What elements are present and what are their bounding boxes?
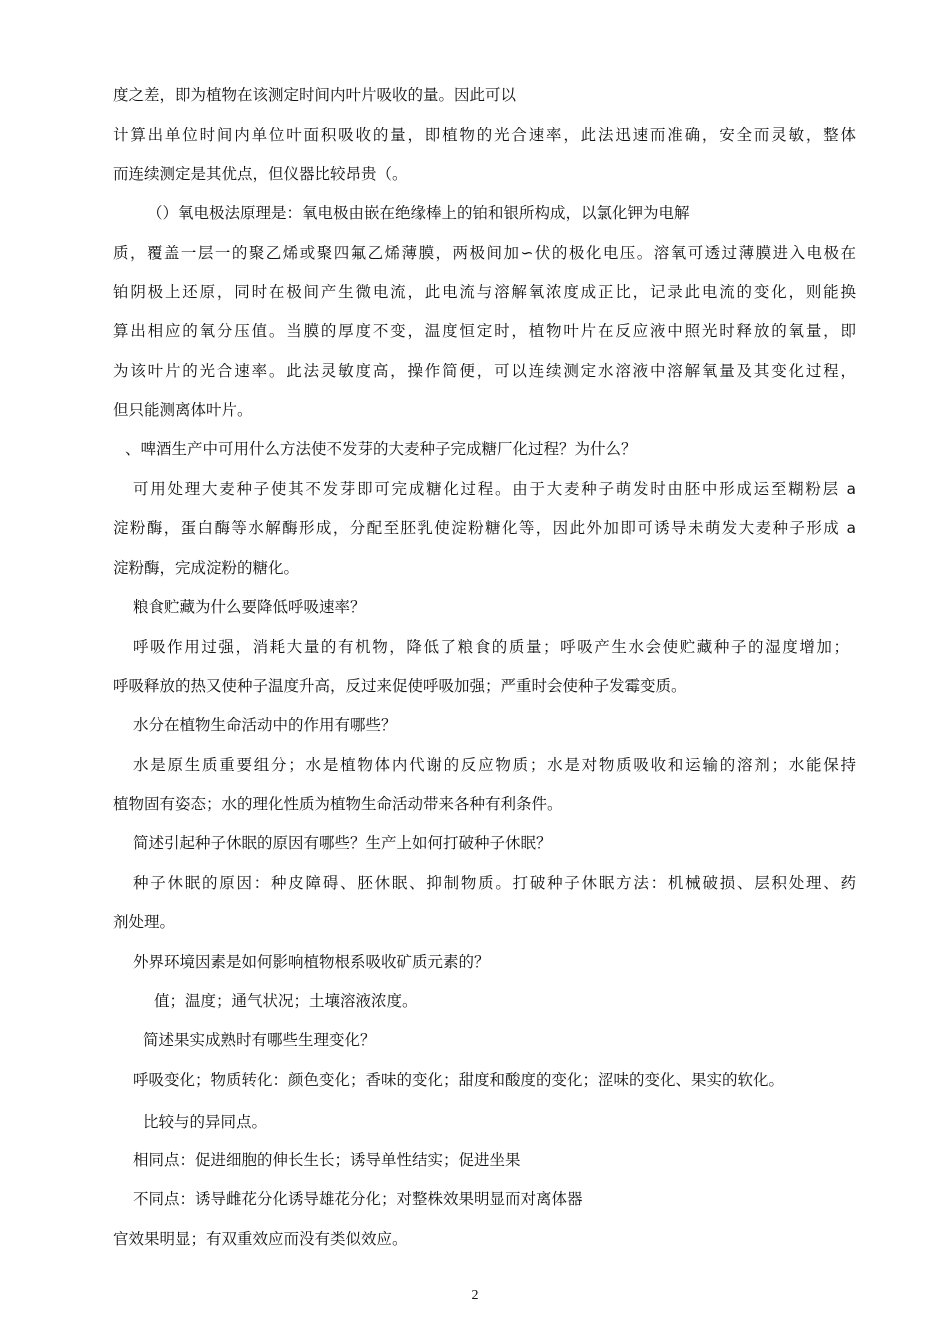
text-line: 淀粉酶，完成淀粉的糖化。 [113,559,300,577]
text-line: 可用处理大麦种子使其不发芽即可完成糖化过程。由于大麦种子萌发时由胚中形成运至糊粉层 a [133,480,856,498]
question-heading: 外界环境因素是如何影响植物根系吸收矿质元素的？ [133,953,490,971]
text-line: 呼吸作用过强，消耗大量的有机物，降低了粮食的质量；呼吸产生水会使贮藏种子的湿度增加； [133,638,849,656]
text-line: 计算出单位时间内单位叶面积吸收的量，即植物的光合速率，此法迅速而准确，安全而灵敏，整体 [113,126,856,144]
text-line: 度之差，即为植物在该测定时间内叶片吸收的量。因此可以 [113,86,517,104]
page-number: 2 [471,1288,479,1303]
text-line: 算出相应的氧分压值。当膜的厚度不变，温度恒定时，植物叶片在反应液中照光时释放的氧量，即 [113,322,856,340]
text-line: 铂阴极上还原，同时在极间产生微电流，此电流与溶解氧浓度成正比，记录此电流的变化，则能换 [113,283,856,301]
text-line: （）氧电极法原理是：氧电极由嵌在绝缘棒上的铂和银所构成，以氯化钾为电解 [147,204,690,222]
text-line: 质，覆盖一层一的聚乙烯或聚四氟乙烯薄膜，两极间加∽伏的极化电压。溶氧可透过薄膜进入电极在 [113,244,856,262]
text-line: 值；温度；通气状况；土壤溶液浓度。 [154,992,418,1010]
text-line: 官效果明显；有双重效应而没有类似效应。 [113,1230,408,1248]
text-line: 植物固有姿态；水的理化性质为植物生命活动带来各种有利条件。 [113,795,563,813]
question-heading: 简述果实成熟时有哪些生理变化？ [143,1031,376,1049]
text-line: 呼吸变化；物质转化：颜色变化；香味的变化；甜度和酸度的变化；涩味的变化、果实的软化。 [133,1071,785,1089]
question-heading: 水分在植物生命活动中的作用有哪些？ [133,716,397,734]
text-line: 剂处理。 [113,913,176,931]
question-heading: 、啤酒生产中可用什么方法使不发芽的大麦种子完成糖厂化过程？为什么？ [125,440,637,458]
question-heading: 粮食贮藏为什么要降低呼吸速率？ [133,598,366,616]
question-heading: 简述引起种子休眠的原因有哪些？生产上如何打破种子休眠？ [133,834,552,852]
text-line: 相同点：促进细胞的伸长生长；诱导单性结实；促进坐果 [133,1151,521,1169]
text-line: 呼吸释放的热又使种子温度升高，反过来促使呼吸加强；严重时会使种子发霉变质。 [113,677,687,695]
text-line: 而连续测定是其优点，但仪器比较昂贵（。 [113,165,408,183]
text-line: 为该叶片的光合速率。此法灵敏度高，操作简便，可以连续测定水溶液中溶解氧量及其变化过程， [113,362,856,380]
text-line: 水是原生质重要组分；水是植物体内代谢的反应物质；水是对物质吸收和运输的溶剂；水能保持 [133,756,856,774]
question-heading: 比较与的异同点。 [143,1113,268,1131]
text-line: 但只能测离体叶片。 [113,401,253,419]
text-line: 种子休眠的原因：种皮障碍、胚休眠、抑制物质。打破种子休眠方法：机械破损、层积处理、药 [133,874,856,892]
text-line: 不同点：诱导雌花分化诱导雄花分化；对整株效果明显而对离体器 [133,1190,583,1208]
text-line: 淀粉酶，蛋白酶等水解酶形成，分配至胚乳使淀粉糖化等，因此外加即可诱导未萌发大麦种子形成 a [113,519,856,537]
